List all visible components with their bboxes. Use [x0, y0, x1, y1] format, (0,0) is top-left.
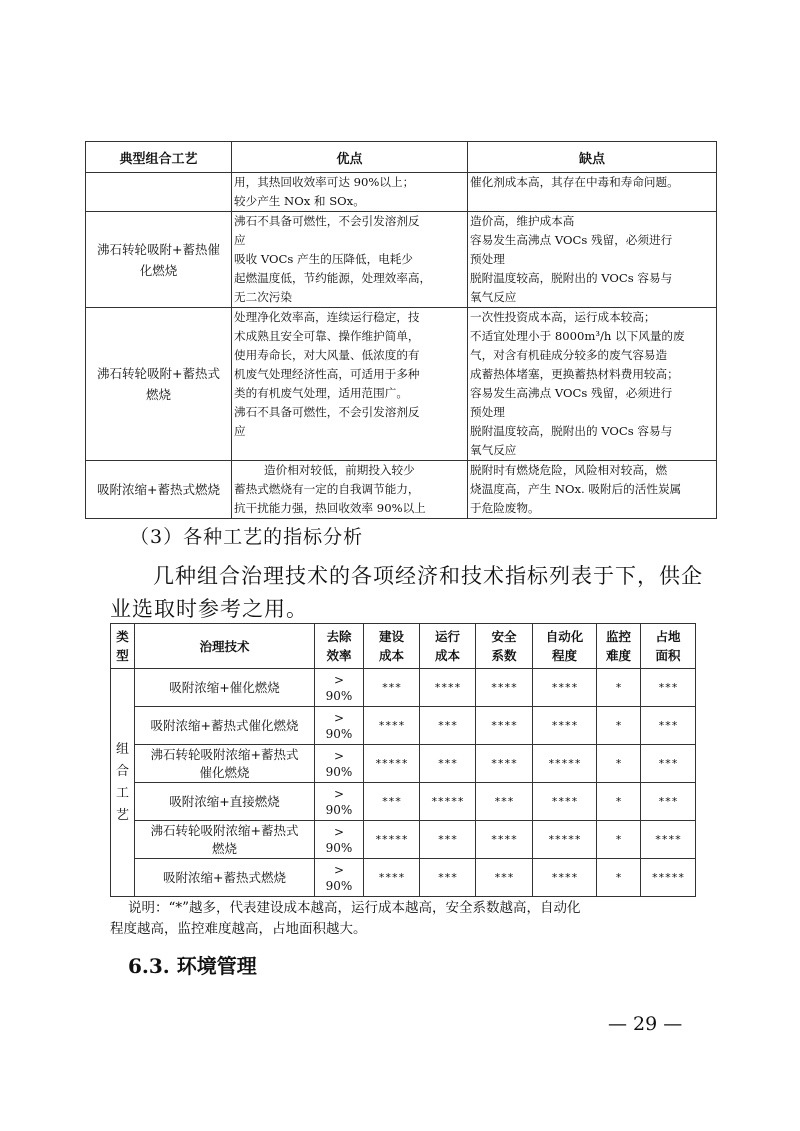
header-type-text: 型	[116, 648, 129, 663]
advantage-line: 沸石不具备可燃性，不会引发溶剂反	[234, 405, 420, 419]
header-safety	[476, 624, 533, 669]
advantage-line: 较少产生 NOx 和 SOx。	[234, 194, 365, 208]
area-rating: ***	[641, 783, 696, 821]
header-run-cost	[420, 624, 476, 669]
advantage-line: 沸石不具备可燃性，不会引发溶剂反	[234, 214, 420, 228]
removal-efficiency-text: 90%	[325, 878, 353, 893]
table2-row	[111, 707, 696, 745]
run-cost-rating: ***	[420, 745, 476, 783]
monitoring-rating: *	[597, 783, 641, 821]
disadvantages-cell	[468, 308, 717, 461]
run-cost-rating: ***	[420, 859, 476, 897]
disadvantage-line: 脱附温度较高，脱附出的 VOCs 容易与	[470, 424, 673, 438]
technology-name: 吸附浓缩+催化燃烧	[169, 679, 280, 695]
table2-row	[111, 859, 696, 897]
monitoring-rating: *	[597, 707, 641, 745]
removal-efficiency-text: >	[333, 748, 345, 763]
header-run-cost-text: 运行	[434, 629, 460, 644]
header-monitoring-text: 监控	[605, 629, 631, 644]
category-char: 合	[115, 763, 129, 779]
removal-efficiency-cell	[315, 821, 364, 859]
run-cost-rating: ***	[420, 821, 476, 859]
removal-efficiency-text: 90%	[325, 688, 353, 703]
technology-cell	[135, 859, 315, 897]
header-monitoring	[597, 624, 641, 669]
advantage-line: 处理净化效率高，连续运行稳定，技	[234, 310, 420, 324]
header-technology	[135, 624, 315, 669]
process-name-line: 燃烧	[145, 387, 171, 402]
table-note	[110, 898, 698, 940]
header-area-text: 面积	[655, 648, 681, 663]
intro-paragraph-line-1: 几种组合治理技术的各项经济和技术指标列表于下，供企	[153, 564, 703, 588]
advantage-line: 用，其热回收效率可达 90%以上；	[234, 175, 415, 189]
removal-efficiency-text: 90%	[325, 802, 353, 817]
header-automation	[533, 624, 597, 669]
monitoring-rating: *	[597, 859, 641, 897]
intro-paragraph-line-2: 业选取时参考之用。	[110, 597, 308, 621]
build-cost-rating: ****	[364, 859, 420, 897]
build-cost-rating: *****	[364, 745, 420, 783]
technology-name: 吸附浓缩+蓄热式催化燃烧	[150, 717, 299, 733]
monitoring-rating: *	[597, 669, 641, 707]
table2-row	[111, 821, 696, 859]
process-name-cell	[86, 461, 232, 519]
advantages-cell	[232, 173, 468, 212]
header-safety-text: 系数	[491, 648, 517, 663]
advantage-line: 类的有机废气处理，适用范围广。	[234, 386, 408, 400]
technology-cell	[135, 669, 315, 707]
header-build-cost-text: 成本	[378, 648, 404, 663]
technology-cell	[135, 783, 315, 821]
header-area	[641, 624, 696, 669]
process-name-line: 吸附浓缩+蓄热式燃烧	[97, 482, 220, 497]
removal-efficiency-cell	[315, 859, 364, 897]
automation-rating: ****	[533, 707, 597, 745]
disadvantage-line: 气，对含有机硅成分较多的废气容易造	[470, 348, 668, 362]
disadvantage-line: 成蓄热体堵塞，更换蓄热材料费用较高；	[470, 367, 679, 381]
header-run-cost-text: 成本	[434, 648, 460, 663]
disadvantage-line: 预处理	[470, 252, 505, 266]
advantages-cell	[232, 308, 468, 461]
removal-efficiency-cell	[315, 783, 364, 821]
process-name-line: 化燃烧	[139, 262, 178, 278]
technology-cell	[135, 707, 315, 745]
advantage-line: 蓄热式燃烧有一定的自我调节能力，	[234, 482, 420, 496]
disadvantage-line: 容易发生高沸点 VOCs 残留，必须进行	[470, 233, 673, 247]
header-removal-efficiency	[315, 624, 364, 669]
table2-body	[111, 669, 696, 897]
header-removal-efficiency-text: 效率	[326, 648, 352, 663]
header-build-cost-text: 建设	[378, 629, 404, 644]
category-cell	[111, 669, 135, 897]
automation-rating: ****	[533, 859, 597, 897]
table1-header-advantages: 优点	[232, 142, 468, 173]
table1-row	[86, 461, 717, 519]
advantages-cell	[232, 212, 468, 308]
removal-efficiency-cell	[315, 745, 364, 783]
indicator-table	[110, 623, 696, 897]
section-3-heading: （3）各种工艺的指标分析	[130, 526, 364, 548]
advantage-line: 起燃温度低，节约能源，处理效率高，	[234, 271, 432, 285]
table1-header-disadvantages: 缺点	[468, 142, 717, 173]
header-automation-text: 程度	[551, 648, 577, 663]
area-rating: *****	[641, 859, 696, 897]
section-6-3-heading: 6.3. 环境管理	[128, 954, 257, 978]
header-technology-text: 治理技术	[199, 638, 250, 654]
advantage-line: 机废气处理经济性高，可适用于多种	[234, 367, 420, 381]
advantage-line: 术成熟且安全可靠、操作维护简单，	[234, 329, 420, 343]
advantage-line: 抗干扰能力强，热回收效率 90%以上	[234, 501, 426, 515]
safety-rating: ***	[476, 783, 533, 821]
automation-rating: ****	[533, 783, 597, 821]
monitoring-rating: *	[597, 745, 641, 783]
disadvantage-line: 造价高，维护成本高	[470, 214, 575, 228]
table2-row	[111, 783, 696, 821]
monitoring-rating: *	[597, 821, 641, 859]
category-char: 工	[115, 785, 129, 801]
removal-efficiency-text: 90%	[325, 764, 353, 779]
advantages-cell	[232, 461, 468, 519]
technology-cell	[135, 745, 315, 783]
removal-efficiency-cell	[315, 707, 364, 745]
run-cost-rating: ***	[420, 707, 476, 745]
disadvantage-line: 催化剂成本高，其存在中毒和寿命问题。	[470, 175, 679, 189]
safety-rating: ****	[476, 669, 533, 707]
disadvantages-cell	[468, 212, 717, 308]
table1-header-row	[86, 142, 717, 173]
disadvantage-line: 氧气反应	[470, 443, 517, 457]
disadvantage-line: 烧温度高，产生 NOx. 吸附后的活性炭属	[470, 482, 682, 496]
build-cost-rating: ****	[364, 707, 420, 745]
advantage-line: 吸收 VOCs 产生的压降低，电耗少	[234, 252, 413, 266]
technology-name: 沸石转轮吸附浓缩+蓄热式	[150, 822, 299, 838]
disadvantage-line: 氧气反应	[470, 290, 517, 304]
table1-body	[86, 173, 717, 519]
disadvantage-line: 不适宜处理小于 8000m³/h 以下风量的废	[470, 329, 685, 343]
automation-rating: *****	[533, 821, 597, 859]
process-name-line: 沸石转轮吸附+蓄热催	[97, 241, 220, 257]
advantage-line: 无二次污染	[234, 290, 292, 304]
note-line-1: 说明：“*”越多，代表建设成本越高，运行成本越高，安全系数越高，自动化	[128, 900, 581, 916]
category-char: 艺	[115, 807, 129, 823]
table1-header-process: 典型组合工艺	[86, 142, 232, 173]
run-cost-rating: ****	[420, 669, 476, 707]
disadvantage-line: 容易发生高沸点 VOCs 残留，必须进行	[470, 386, 673, 400]
build-cost-rating: ***	[364, 669, 420, 707]
area-rating: ***	[641, 745, 696, 783]
category-char: 组	[115, 741, 129, 757]
table2-row	[111, 745, 696, 783]
disadvantages-cell	[468, 461, 717, 519]
technology-name: 沸石转轮吸附浓缩+蓄热式	[150, 746, 299, 762]
technology-name: 催化燃烧	[199, 764, 250, 780]
removal-efficiency-cell	[315, 669, 364, 707]
page-number: — 29 —	[608, 1013, 683, 1035]
safety-rating: ****	[476, 821, 533, 859]
disadvantage-line: 于危险废物。	[470, 501, 540, 515]
process-comparison-table	[85, 141, 717, 519]
header-safety-text: 安全	[491, 629, 517, 644]
removal-efficiency-text: >	[333, 672, 345, 687]
area-rating: ***	[641, 669, 696, 707]
note-line-2: 程度越高，监控难度越高，占地面积越大。	[110, 921, 367, 937]
removal-efficiency-text: 90%	[325, 840, 353, 855]
process-name-cell	[86, 173, 232, 212]
safety-rating: ***	[476, 859, 533, 897]
disadvantage-line: 脱附温度较高，脱附出的 VOCs 容易与	[470, 271, 673, 285]
removal-efficiency-text: >	[333, 786, 345, 801]
process-name-cell	[86, 212, 232, 308]
run-cost-rating: *****	[420, 783, 476, 821]
technology-cell	[135, 821, 315, 859]
table2-row	[111, 669, 696, 707]
area-rating: ****	[641, 821, 696, 859]
table2-header-row	[111, 624, 696, 669]
build-cost-rating: ***	[364, 783, 420, 821]
header-monitoring-text: 难度	[605, 648, 631, 663]
safety-rating: ****	[476, 707, 533, 745]
disadvantage-line: 预处理	[470, 405, 505, 419]
area-rating: ***	[641, 707, 696, 745]
build-cost-rating: *****	[364, 821, 420, 859]
advantage-line: 造价相对较低，前期投入较少	[264, 463, 415, 477]
removal-efficiency-text: >	[333, 824, 345, 839]
advantage-line: 应	[234, 233, 246, 247]
disadvantages-cell	[468, 173, 717, 212]
header-type	[111, 624, 135, 669]
table1-row	[86, 212, 717, 308]
advantage-line: 应	[234, 424, 246, 438]
automation-rating: ****	[533, 669, 597, 707]
header-type-text: 类	[116, 629, 129, 644]
technology-name: 吸附浓缩+蓄热式燃烧	[163, 869, 286, 885]
technology-name: 吸附浓缩+直接燃烧	[169, 793, 280, 809]
removal-efficiency-text: 90%	[325, 726, 353, 741]
header-build-cost	[364, 624, 420, 669]
advantage-line: 使用寿命长，对大风量、低浓度的有	[234, 348, 420, 362]
process-name-cell	[86, 308, 232, 461]
header-area-text: 占地	[655, 629, 681, 644]
header-removal-efficiency-text: 去除	[326, 629, 352, 644]
disadvantage-line: 一次性投资成本高，运行成本较高；	[470, 310, 656, 324]
removal-efficiency-text: >	[333, 710, 345, 725]
technology-name: 燃烧	[211, 840, 237, 856]
process-name-line: 沸石转轮吸附+蓄热式	[97, 366, 220, 381]
removal-efficiency-text: >	[333, 862, 345, 877]
automation-rating: *****	[533, 745, 597, 783]
disadvantage-line: 脱附时有燃烧危险，风险相对较高，燃	[470, 463, 668, 477]
safety-rating: ****	[476, 745, 533, 783]
table1-row	[86, 173, 717, 212]
table1-row	[86, 308, 717, 461]
header-automation-text: 自动化	[545, 629, 584, 644]
